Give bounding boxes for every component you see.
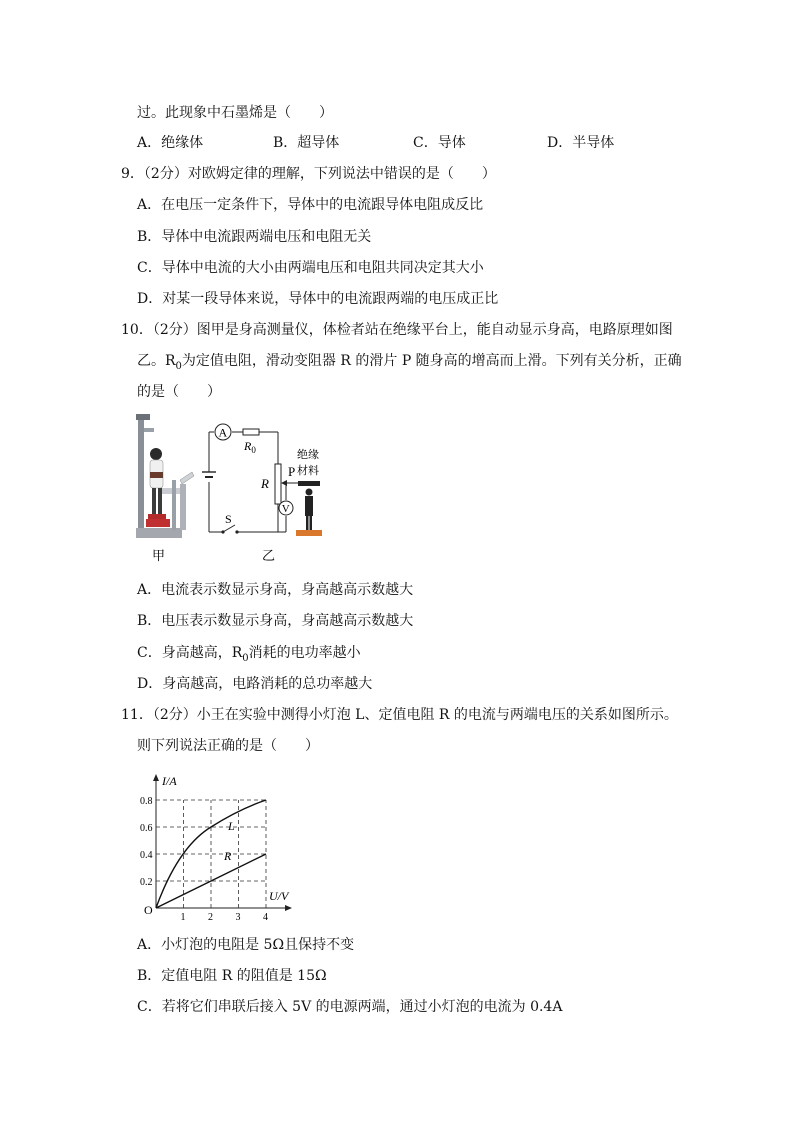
q11-option-a[interactable]: A．小灯泡的电阻是 5Ω且保持不变 xyxy=(137,937,355,953)
q8-option-b[interactable]: B．超导体 xyxy=(273,135,340,151)
q11-stem-line2: 则下列说法正确的是（ ） xyxy=(137,738,319,754)
x-axis-arrow-icon xyxy=(285,905,292,911)
x-tick-label: 4 xyxy=(263,912,268,920)
q8-tail-text: 过。此现象中石墨烯是（ ） xyxy=(137,105,333,121)
q10-option-a[interactable]: A．电流表示数显示身高，身高越高示数越大 xyxy=(137,582,414,598)
slider-p-label: P xyxy=(288,464,296,479)
insulate-label-1: 绝缘 xyxy=(297,449,319,461)
q9-option-a[interactable]: A．在电压一定条件下，导体中的电流跟导体电阻成反比 xyxy=(137,197,484,213)
q10-option-b[interactable]: B．电压表示数显示身高，身高越高示数越大 xyxy=(137,613,414,629)
q9-stem: 9．（2分）对欧姆定律的理解，下列说法中错误的是（ ） xyxy=(121,166,496,182)
y-tick-label: 0.4 xyxy=(140,850,153,861)
x-tick-label: 1 xyxy=(180,912,186,920)
switch-label: S xyxy=(225,512,232,526)
voltmeter-label: V xyxy=(281,503,290,515)
person-silhouette-icon xyxy=(296,481,322,536)
x-axis-label: U/V xyxy=(269,889,289,903)
q8-option-d[interactable]: D．半导体 xyxy=(547,135,615,151)
rheostat-label: R xyxy=(261,476,269,491)
x-tick-label: 2 xyxy=(208,912,213,920)
q9-option-c[interactable]: C．导体中电流的大小由两端电压和电阻共同决定其大小 xyxy=(137,260,484,276)
curve-l-label: L xyxy=(228,819,235,833)
q8-option-c[interactable]: C．导体 xyxy=(413,135,466,151)
q10-figure xyxy=(128,410,338,568)
q9-option-d[interactable]: D．对某一段导体来说，导体中的电流跟两端的电压成正比 xyxy=(137,291,499,307)
q10-stem-line1: 10．（2分）图甲是身高测量仪，体检者站在绝缘平台上，能自动显示身高，电路原理如图 xyxy=(121,322,673,338)
origin-label: O xyxy=(144,903,153,917)
circuit-diagram xyxy=(202,429,314,532)
ammeter-label: A xyxy=(218,425,228,440)
y-tick-label: 0.6 xyxy=(140,823,153,834)
q10-option-d[interactable]: D．身高越高，电路消耗的总功率越大 xyxy=(137,676,373,692)
label-jia: 甲 xyxy=(152,548,166,563)
x-tick-label: 3 xyxy=(235,912,241,920)
curve-r-label: R xyxy=(224,849,232,863)
dashed-gridlines xyxy=(156,800,266,908)
y-axis-label: I/A xyxy=(162,774,177,788)
insulate-label-2: 材料 xyxy=(297,465,319,477)
q8-option-a[interactable]: A．绝缘体 xyxy=(137,135,204,151)
q10-stem-line2: 乙。$R_0$为定值电阻，滑动变阻器 R 的滑片 P 随身高的增高而上滑。下列有关分析，正确 xyxy=(137,353,682,372)
q11-stem-line1: 11．（2分）小王在实验中测得小灯泡 L、定值电阻 R 的电流与两端电压的关系如图所示。 xyxy=(121,707,678,723)
y-tick-label: 0.2 xyxy=(140,877,153,888)
q11-option-c[interactable]: C．若将它们串联后接入 5V 的电源两端，通过小灯泡的电流为 0.4A xyxy=(137,999,563,1015)
y-axis-arrow-icon xyxy=(153,774,159,781)
height-meter-photo xyxy=(136,414,194,538)
q10-stem-line3: 的是（ ） xyxy=(137,384,221,400)
r0-label: $R_0$ xyxy=(244,439,256,455)
q9-option-b[interactable]: B．导体中电流跟两端电压和电阻无关 xyxy=(137,229,372,245)
q10-option-c[interactable]: C．身高越高，$R_0$消耗的电功率越小 xyxy=(137,645,361,664)
y-tick-label: 0.8 xyxy=(140,796,153,807)
slider-arrow-icon xyxy=(281,480,287,486)
iu-graph xyxy=(138,768,298,920)
label-yi: 乙 xyxy=(262,548,276,563)
q11-option-b[interactable]: B．定值电阻 R 的阻值是 15Ω xyxy=(137,968,327,984)
